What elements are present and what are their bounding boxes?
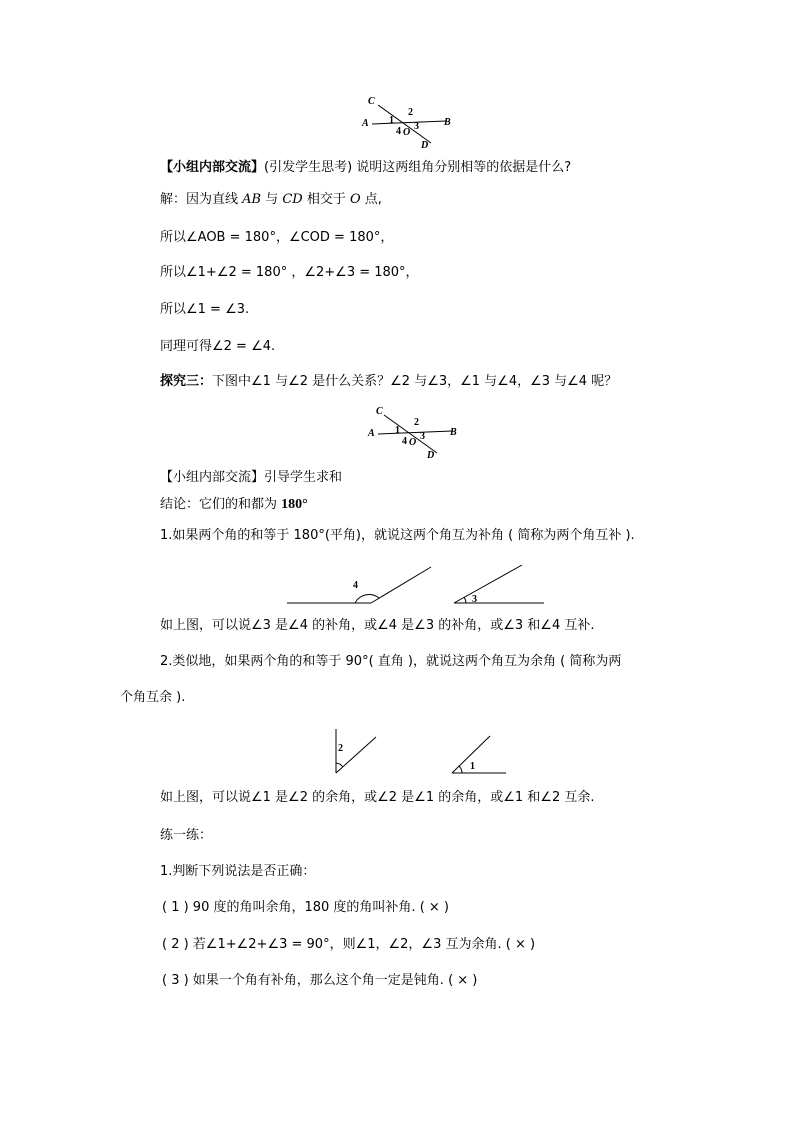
- solution-line-3: 所以∠1+∠2 = 180° ，∠2+∠3 = 180°，: [160, 265, 419, 280]
- label-a-2: A: [368, 428, 375, 439]
- supplementary-angle-3-figure: [452, 561, 552, 607]
- complementary-angle-1-figure: [450, 733, 510, 775]
- definition-complementary-line-1: 2.类似地，如果两个角的和等于 90°( 直角 )，就说这两个角互为余角 ( 简称为两: [160, 654, 622, 669]
- label-b-2: B: [450, 427, 457, 438]
- label-a: A: [362, 118, 369, 129]
- angle-4-arc: [355, 595, 379, 603]
- angle-2-arc: [336, 763, 343, 767]
- angle-1-label-fig: 1: [470, 761, 475, 772]
- label-o-2: O: [409, 437, 417, 448]
- label-d: D: [421, 140, 429, 149]
- angle-2-label-2: 2: [414, 417, 419, 428]
- angle-3-label: 3: [414, 121, 419, 132]
- practice-title: 练一练：: [160, 828, 213, 843]
- supplementary-angle-4-figure: [285, 561, 435, 607]
- label-c: C: [368, 96, 375, 107]
- solution-line-5: 同理可得∠2 = ∠4.: [160, 339, 276, 354]
- definition-supplementary: 1.如果两个角的和等于 180°(平角)，就说这两个角互为补角 ( 简称为两个角互补 ).: [160, 528, 635, 543]
- practice-question-1: 1.判断下列说法是否正确：: [160, 864, 316, 879]
- angle-3-arc: [464, 597, 466, 603]
- angle-1-label-2: 1: [395, 425, 400, 436]
- label-d-2: D: [427, 450, 435, 459]
- label-b: B: [444, 117, 451, 128]
- supplementary-note: 如上图，可以说∠3 是∠4 的补角，或∠4 是∠3 的补角，或∠3 和∠4 互补.: [160, 618, 595, 633]
- complementary-angle-2-figure: [330, 727, 382, 777]
- explore-three: 探究三：下图中∠1 与∠2 是什么关系？∠2 与∠3，∠1 与∠4，∠3 与∠4 呢？: [160, 374, 618, 389]
- practice-item-1: ( 1 ) 90 度的角叫余角，180 度的角叫补角. ( × ): [162, 900, 449, 915]
- solution-line-4: 所以∠1 = ∠3.: [160, 302, 250, 317]
- angle-4-label-fig: 4: [353, 580, 358, 591]
- line-ab: [372, 121, 446, 124]
- angle-2-label-fig: 2: [338, 743, 343, 754]
- practice-item-3: ( 3 ) 如果一个角有补角，那么这个角一定是钝角. ( × ): [162, 973, 478, 988]
- complementary-note: 如上图，可以说∠1 是∠2 的余角，或∠2 是∠1 的余角，或∠1 和∠2 互余.: [160, 790, 595, 805]
- label-c-2: C: [376, 406, 383, 417]
- intersecting-lines-figure-2: [364, 403, 464, 459]
- angle-4-label-2: 4: [402, 436, 407, 447]
- angle-3-label-fig: 3: [472, 594, 477, 605]
- angle-4-label: 4: [396, 126, 401, 137]
- practice-item-2: ( 2 ) 若∠1+∠2+∠3 = 90°，则∠1，∠2，∠3 互为余角. ( × ): [162, 937, 536, 952]
- angle-1-arc: [459, 766, 462, 773]
- angle-1-label: 1: [389, 115, 394, 126]
- definition-complementary-line-2: 个角互余 ).: [120, 690, 186, 705]
- solution-line-1: 解：因为直线 AB 与 CD 相交于 O 点,: [160, 192, 382, 207]
- section1-header: 【小组内部交流】(引发学生思考) 说明这两组角分别相等的依据是什么?: [160, 160, 572, 175]
- solution-line-2: 所以∠AOB = 180°，∠COD = 180°，: [160, 230, 394, 245]
- intersecting-lines-figure-1: [358, 93, 458, 149]
- line-ab-2: [378, 431, 452, 434]
- section2-header: 【小组内部交流】引导学生求和: [160, 470, 343, 485]
- label-o: O: [403, 127, 411, 138]
- angle-2-label: 2: [408, 107, 413, 118]
- conclusion: 结论：它们的和都为 180°: [160, 497, 308, 512]
- angle-3-label-2: 3: [420, 431, 425, 442]
